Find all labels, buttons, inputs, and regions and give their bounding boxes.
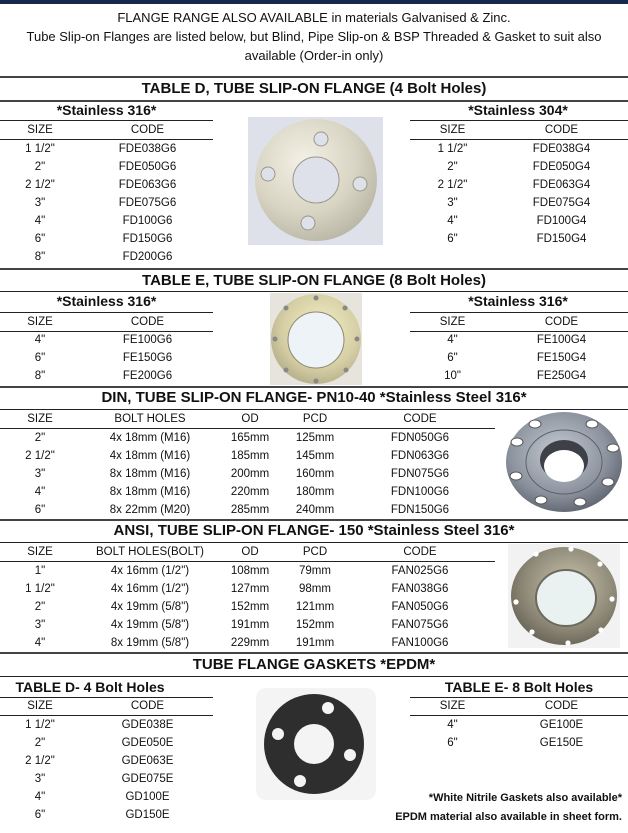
size-cell: 3" [34,197,46,209]
epdm-sheet-note: EPDM material also available in sheet form. [395,811,622,823]
table-e-right-subtitle: *Stainless 316* [468,293,568,309]
code-cell: FD150G6 [122,233,173,245]
din-title: DIN, TUBE SLIP-ON FLANGE- PN10-40 *Stainless Steel 316* [101,389,527,406]
size-cell: 4" [34,215,46,227]
od-cell: 127mm [230,583,270,595]
8-bolt-flange-photo [270,293,362,385]
divider [0,268,628,270]
od-cell: 165mm [230,432,270,444]
bolt-holes-cell: 4x 19mm (5/8") [110,601,190,613]
4-bolt-flange-photo [248,117,383,245]
od-cell: 229mm [230,637,270,649]
column-header-bolt-holes: BOLT HOLES [114,413,186,425]
size-cell: 2 1/2" [25,450,55,462]
size-cell: 4" [34,334,46,346]
column-header-size: SIZE [439,124,466,136]
pcd-cell: 160mm [295,468,335,480]
code-cell: GDE063E [121,755,174,767]
code-cell: FDE038G4 [532,143,591,155]
pcd-cell: 98mm [299,583,331,595]
size-cell: 3" [447,197,458,209]
divider [0,76,628,78]
code-cell: GDE038E [121,719,174,731]
code-cell: FD100G6 [122,215,173,227]
size-cell: 6" [34,352,46,364]
code-cell: GE100E [539,719,584,731]
size-cell: 6" [447,737,458,749]
code-cell: FAN075G6 [391,619,449,631]
code-cell: GD150E [125,809,170,821]
bolt-holes-cell: 8x 18mm (M16) [109,468,191,480]
size-cell: 1 1/2" [25,583,55,595]
bolt-holes-cell: 4x 19mm (5/8") [110,619,190,631]
size-cell: 4" [34,791,46,803]
column-header-code: CODE [130,316,165,328]
gaskets-title: TUBE FLANGE GASKETS *EPDM* [192,656,436,673]
bolt-holes-cell: 8x 18mm (M16) [109,486,191,498]
table-d-title: TABLE D, TUBE SLIP-ON FLANGE (4 Bolt Holes) [141,80,487,97]
code-cell: FDN075G6 [390,468,450,480]
code-cell: FDE075G4 [532,197,591,209]
size-cell: 2" [447,161,458,173]
code-cell: FAN025G6 [391,565,449,577]
size-cell: 2 1/2" [437,179,468,191]
ansi-flange-photo [508,544,620,648]
column-header-bolt-holes: BOLT HOLES(BOLT) [96,546,204,558]
code-cell: GD100E [125,791,170,803]
column-header-od: OD [241,413,259,425]
column-header-code: CODE [544,124,579,136]
gaskets-left-subtitle: TABLE D- 4 Bolt Holes [15,679,165,695]
code-cell: FD150G4 [536,233,587,245]
column-header-code: CODE [130,700,165,712]
epdm-gasket-photo [256,688,376,800]
top-banner-bar [0,0,628,4]
intro-line-3: available (Order-in only) [244,48,384,63]
table-e-left-subtitle: *Stainless 316* [56,293,157,309]
od-cell: 152mm [230,601,270,613]
size-cell: 6" [447,352,458,364]
size-cell: 8" [34,251,46,263]
code-cell: FE150G4 [536,352,587,364]
size-cell: 2" [34,601,46,613]
size-cell: 4" [34,637,46,649]
column-header-pcd: PCD [302,546,328,558]
od-cell: 220mm [230,486,270,498]
code-cell: FDE050G6 [118,161,177,173]
intro-line-1: FLANGE RANGE ALSO AVAILABLE in materials Galvanised & Zinc. [117,10,511,25]
size-cell: 1 1/2" [437,143,468,155]
size-cell: 4" [447,334,458,346]
divider [0,676,628,677]
table-d-left-subtitle: *Stainless 316* [56,102,157,118]
column-header-code: CODE [403,546,437,558]
code-cell: FDE063G4 [532,179,591,191]
pcd-cell: 145mm [295,450,335,462]
code-cell: FDN050G6 [390,432,450,444]
code-cell: FAN050G6 [391,601,449,613]
size-cell: 3" [34,468,46,480]
column-header-size: SIZE [439,700,466,712]
od-cell: 191mm [230,619,270,631]
column-header-size: SIZE [27,700,53,712]
code-cell: FAN038G6 [391,583,449,595]
column-header-size: SIZE [27,413,53,425]
column-header-size: SIZE [439,316,466,328]
od-cell: 108mm [230,565,270,577]
column-header-code: CODE [544,316,579,328]
size-cell: 2 1/2" [25,755,55,767]
code-cell: FE200G6 [122,370,173,382]
column-header-size: SIZE [27,546,53,558]
size-cell: 3" [34,773,46,785]
code-cell: FAN100G6 [391,637,449,649]
code-cell: FE150G6 [122,352,173,364]
code-cell: FE100G6 [122,334,173,346]
nitrile-gasket-note: *White Nitrile Gaskets also available* [428,792,622,804]
code-cell: GDE075E [121,773,174,785]
size-cell: 4" [447,719,458,731]
table-e-title: TABLE E, TUBE SLIP-ON FLANGE (8 Bolt Holes) [142,272,486,289]
pcd-cell: 121mm [295,601,335,613]
size-cell: 6" [34,809,46,821]
code-cell: FD100G4 [536,215,587,227]
bolt-holes-cell: 8x 19mm (5/8") [110,637,190,649]
pcd-cell: 152mm [295,619,335,631]
intro-line-2: Tube Slip-on Flanges are listed below, but Blind, Pipe Slip-on & BSP Threaded & Gasket to suit also [26,29,602,44]
gaskets-right-subtitle: TABLE E- 8 Bolt Holes [444,679,594,695]
size-cell: 6" [447,233,458,245]
ansi-title: ANSI, TUBE SLIP-ON FLANGE- 150 *Stainless Steel 316* [113,522,515,539]
size-cell: 4" [34,486,46,498]
pcd-cell: 191mm [295,637,335,649]
divider [0,652,628,654]
size-cell: 3" [34,619,46,631]
od-cell: 185mm [230,450,270,462]
code-cell: GDE050E [121,737,174,749]
size-cell: 2" [34,737,46,749]
code-cell: FDN100G6 [390,486,450,498]
code-cell: FDE063G6 [118,179,177,191]
size-cell: 6" [34,504,46,516]
size-cell: 1 1/2" [25,143,55,155]
column-header-size: SIZE [27,124,53,136]
size-cell: 2" [34,432,46,444]
code-cell: FD200G6 [122,251,173,263]
bolt-holes-cell: 8x 22mm (M20) [109,504,191,516]
code-cell: FE250G4 [536,370,587,382]
size-cell: 1 1/2" [25,719,55,731]
size-cell: 8" [34,370,46,382]
bolt-holes-cell: 4x 18mm (M16) [109,432,191,444]
bolt-holes-cell: 4x 18mm (M16) [109,450,191,462]
column-header-od: OD [241,546,259,558]
od-cell: 200mm [230,468,270,480]
code-cell: GE150E [539,737,584,749]
pcd-cell: 240mm [295,504,335,516]
size-cell: 10" [444,370,461,382]
size-cell: 2" [34,161,46,173]
code-cell: FDE050G4 [532,161,591,173]
code-cell: FDE038G6 [118,143,177,155]
din-flange-photo [505,410,623,514]
table-d-right-subtitle: *Stainless 304* [468,102,568,118]
code-cell: FDE075G6 [118,197,177,209]
pcd-cell: 125mm [295,432,335,444]
intro-notice [0,8,628,65]
size-cell: 1" [34,565,46,577]
code-cell: FDN063G6 [390,450,450,462]
bolt-holes-cell: 4x 16mm (1/2") [110,565,190,577]
bolt-holes-cell: 4x 16mm (1/2") [110,583,190,595]
column-header-code: CODE [544,700,579,712]
column-header-code: CODE [130,124,165,136]
pcd-cell: 79mm [299,565,331,577]
size-cell: 4" [447,215,458,227]
size-cell: 6" [34,233,46,245]
code-cell: FE100G4 [536,334,587,346]
code-cell: FDN150G6 [390,504,450,516]
size-cell: 2 1/2" [25,179,55,191]
column-header-pcd: PCD [302,413,328,425]
pcd-cell: 180mm [295,486,335,498]
column-header-size: SIZE [27,316,53,328]
column-header-code: CODE [403,413,437,425]
od-cell: 285mm [230,504,270,516]
